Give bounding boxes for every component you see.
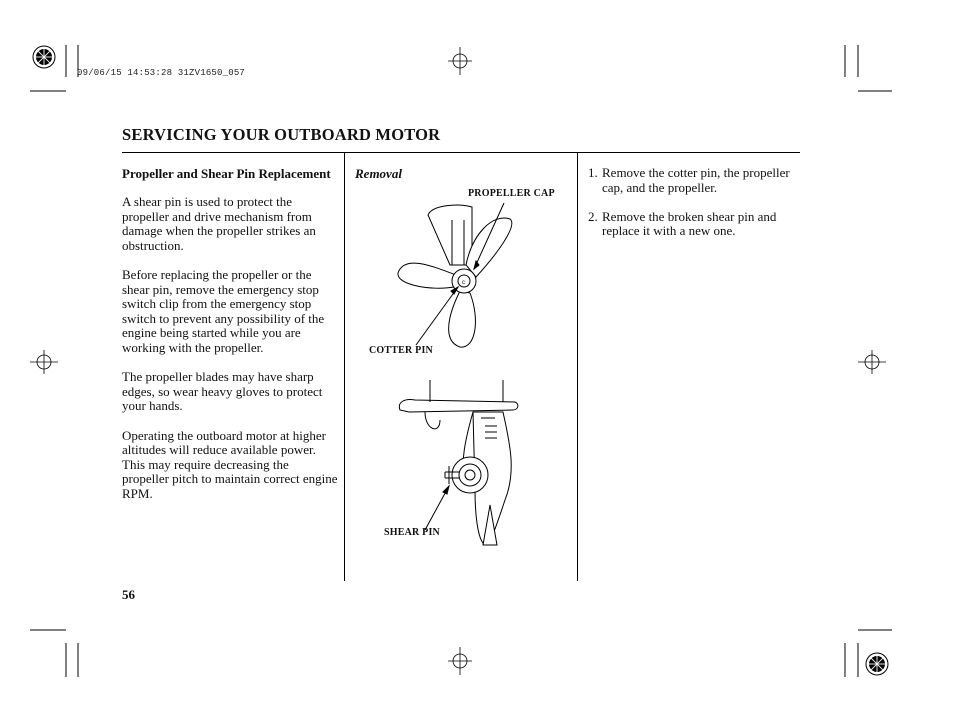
propeller-illustration bbox=[380, 195, 570, 365]
intro-column bbox=[122, 166, 338, 516]
step-text: Remove the cotter pin, the propeller cap, and the propeller. bbox=[602, 165, 790, 195]
print-timestamp: 09/06/15 14:53:28 31ZV1650_057 bbox=[77, 68, 246, 78]
gearcase-illustration bbox=[385, 380, 535, 550]
svg-text:c: c bbox=[462, 280, 465, 286]
label-shear-pin: SHEAR PIN bbox=[384, 527, 440, 538]
step-number: 2. bbox=[588, 208, 598, 224]
paragraph: Before replacing the propeller or the shear pin, remove the emergency stop switch clip from the emergency stop switch to prevent any possibility of the engine being started while you are working with the propeller. bbox=[122, 266, 325, 355]
figure-heading: Removal bbox=[355, 166, 402, 181]
title-rule bbox=[122, 152, 800, 153]
column-divider-right bbox=[577, 153, 578, 581]
label-propeller-cap: PROPELLER CAP bbox=[468, 188, 555, 199]
paragraph: Operating the outboard motor at higher altitudes will reduce available power. This may require decreasing the propeller pitch to maintain correct engine RPM. bbox=[122, 427, 338, 501]
steps-list bbox=[588, 166, 800, 239]
label-cotter-pin: COTTER PIN bbox=[369, 345, 433, 356]
page-number: 56 bbox=[122, 587, 135, 602]
paragraph: A shear pin is used to protect the propeller and drive mechanism from damage when the propeller strikes an obstruction. bbox=[122, 194, 316, 253]
steps-column bbox=[588, 166, 800, 254]
paragraph: The propeller blades may have sharp edges, so wear heavy gloves to protect your hands. bbox=[122, 369, 323, 414]
step-text: Remove the broken shear pin and replace it with a new one. bbox=[602, 208, 777, 239]
subsection-heading: Propeller and Shear Pin Replacement bbox=[122, 166, 331, 181]
starburst-target-bottom-right bbox=[866, 653, 888, 675]
step-number: 1. bbox=[588, 165, 598, 180]
starburst-target-top-left bbox=[33, 46, 55, 68]
list-item bbox=[588, 210, 800, 239]
list-item bbox=[588, 166, 800, 195]
column-divider-left bbox=[344, 153, 345, 581]
section-title: SERVICING YOUR OUTBOARD MOTOR bbox=[122, 125, 441, 144]
